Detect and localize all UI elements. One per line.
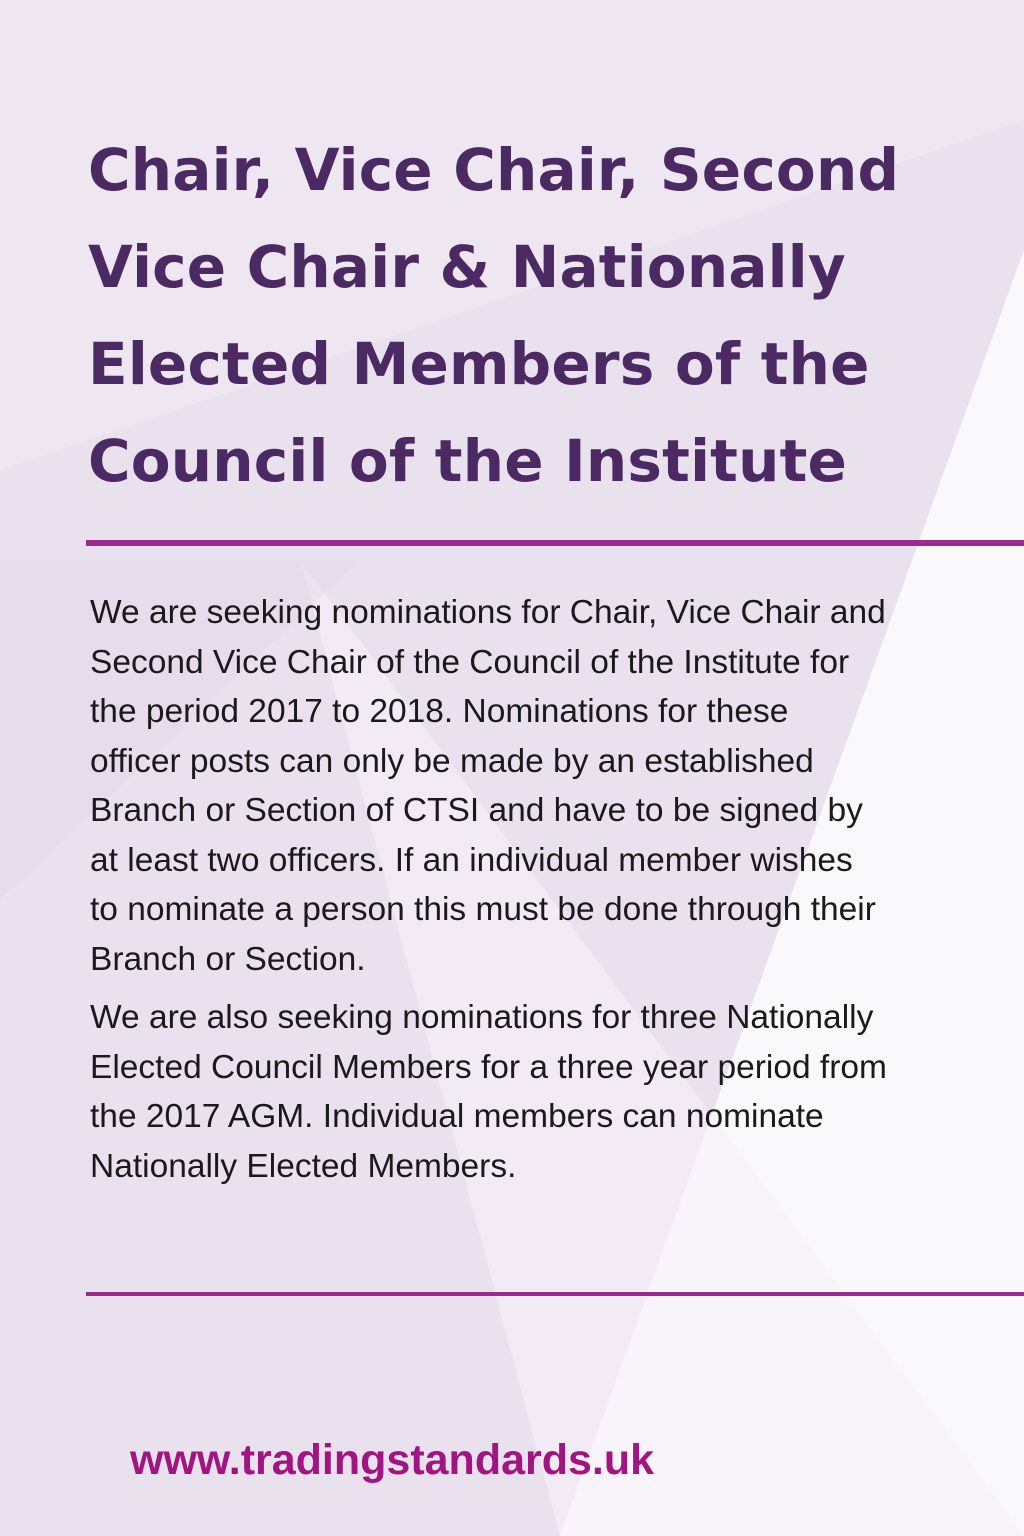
- divider-top: [86, 540, 1024, 546]
- poster-title: Chair, Vice Chair, Second Vice Chair & Nationally Elected Members of the Council of the Institute: [88, 136, 900, 495]
- body-text: [90, 588, 1010, 1200]
- website-link[interactable]: www.tradingstandards.uk: [130, 1436, 655, 1484]
- divider-bottom: [86, 1292, 1024, 1296]
- paragraph-council-member-nominations: We are also seeking nominations for three Nationally Elected Council Members for a three year period from the 2017 AGM. Individual members can nominate Nationally Elected Members.: [90, 999, 887, 1185]
- paragraph-officer-nominations: We are seeking nominations for Chair, Vice Chair and Second Vice Chair of the Council of the Institute for the period 2017 to 2018. Nominations for these officer posts can only be made by an established Branch or Section of CTSI and have to be signed by at least two officers. If an individual member wishes to nominate a person this must be done through their Branch or Section.: [90, 594, 886, 978]
